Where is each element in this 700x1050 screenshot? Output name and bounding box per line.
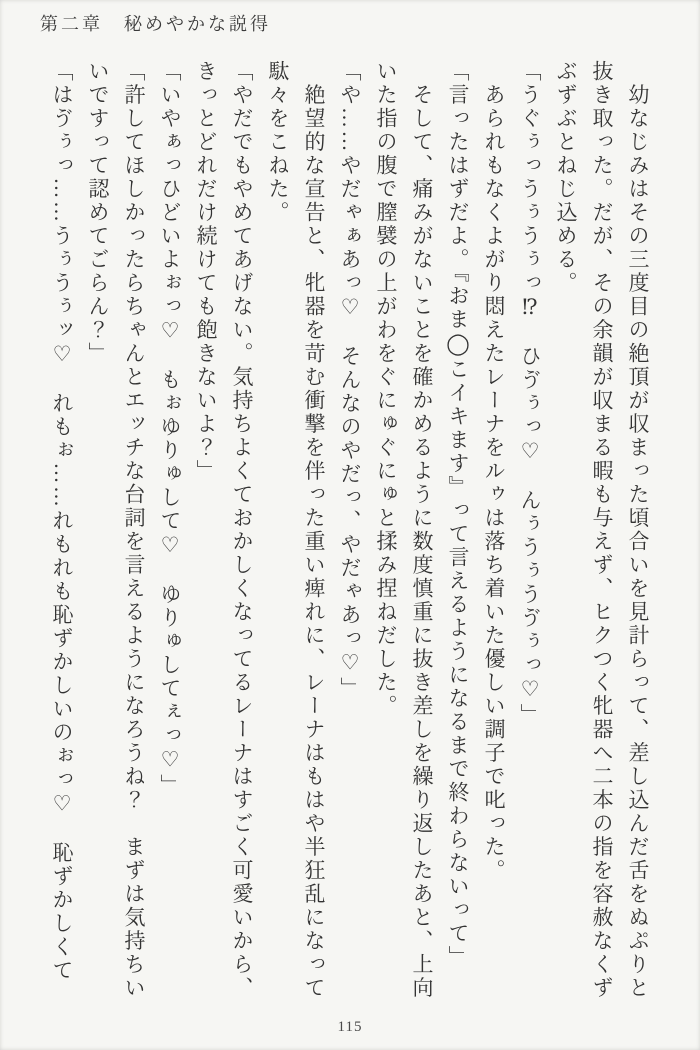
- paragraph-dialogue: 「うぐぅっうぅうぅっ⁉ ひゔぅっ♡ んぅうぅうゔぅっ♡」: [518, 60, 542, 727]
- paragraph-dialogue: 「はゔぅっ……うぅうぅッ♡ れもぉ……れもれも恥ずかしいのぉっ♡ 恥ずかしくて: [50, 60, 74, 983]
- paragraph-dialogue: 「いやぁっひどいよぉっ♡ もぉゆりゅして♡ ゆりゅしてぇっ♡」: [158, 60, 182, 798]
- page-number: 115: [337, 1019, 363, 1035]
- paragraph-narration: 絶望的な宣告と、牝器を苛む衝撃を伴った重い痺れに、レーナはもはや半狂乱になって駄々をこねた。: [266, 60, 326, 1000]
- text-body: [31, 60, 656, 1000]
- paragraph-narration: 幼なじみはその三度目の絶頂が収まった頃合いを見計らって、差し込んだ舌をぬぷりと抜き取った。だが、その余韻が収まる暇も与えず、ヒクつく牝器へ二本の指を容赦なくずぶずぶとねじ込める。: [554, 60, 650, 1000]
- paragraph-narration: あられもなくよがり悶えたレーナをルゥは落ち着いた優しい調子で叱った。: [482, 60, 506, 883]
- chapter-header: 第二章 秘めやかな説得: [40, 14, 271, 34]
- paragraph-narration: そして、痛みがないことを確かめるように数度慎重に抜き差しを繰り返したあと、上向いた指の腹で膣襞の上がわをぐにゅぐにゅと揉み捏ねだした。: [374, 60, 434, 1000]
- paragraph-dialogue: 「言ったはずだよ。『おま◯こイキます』って言えるようになるまで終わらないって」: [446, 60, 470, 969]
- paragraph-dialogue: 「許してほしかったらちゃんとエッチな台詞を言えるようになろうね？ まずは気持ちいいですって認めてごらん？」: [86, 60, 146, 1000]
- paragraph-dialogue: 「や……やだゃぁあっ♡ そんなのやだっ、やだゃあっ♡」: [338, 60, 362, 701]
- paragraph-dialogue: 「やだでもやめてあげない。気持ちよくておかしくなってるレーナはすごく可愛いから、きっとどれだけ続けても飽きないよ？」: [194, 60, 254, 1000]
